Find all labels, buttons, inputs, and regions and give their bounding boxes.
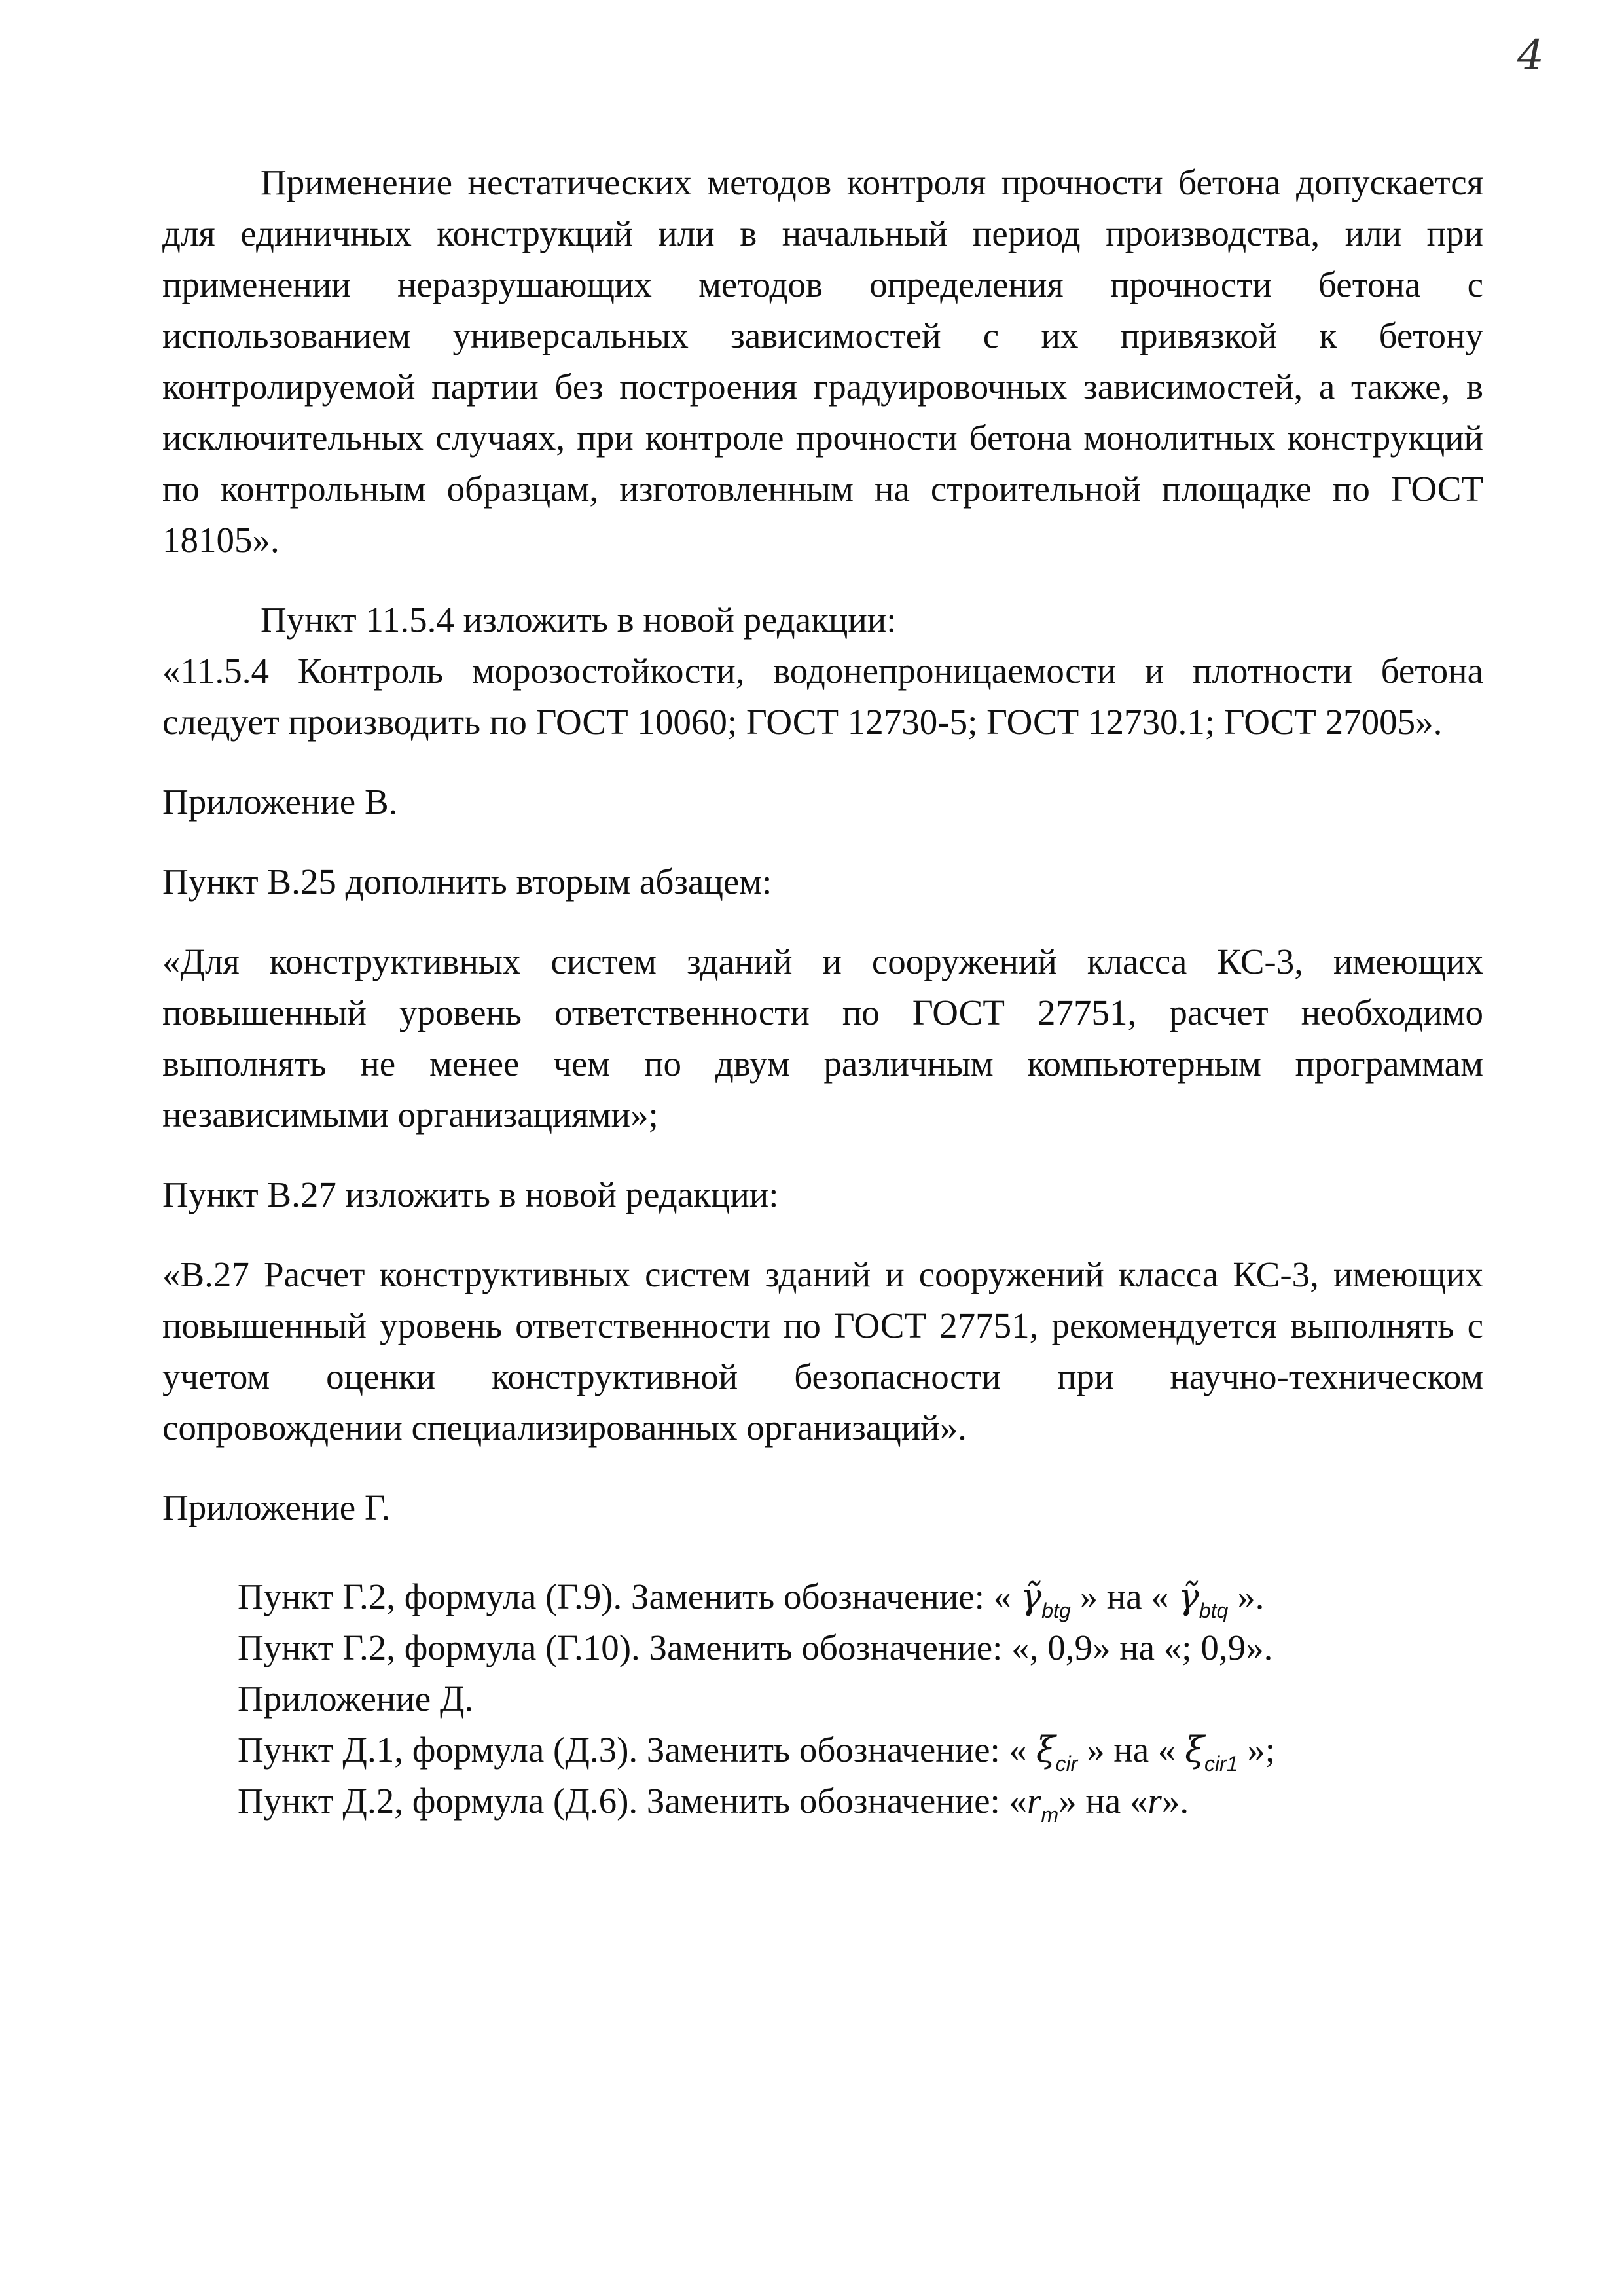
document-body [162,157,1483,1827]
r-m-symbol: $r_m$ [1027,1781,1059,1827]
formula-d6-prefix: Пункт Д.2, формула (Д.6). Заменить обозначение: « [238,1781,1028,1821]
xi-cir1-symbol: $\xi_{cir1}$ [1185,1729,1238,1776]
formula-g9-prefix: Пункт Г.2, формула (Г.9). Заменить обозначение: « [238,1576,1020,1616]
r-symbol: r [1147,1781,1162,1821]
appendix-g-heading: Приложение Г. [162,1487,391,1527]
appendix-d-heading: Приложение Д. [238,1679,474,1719]
xi-cir-symbol: $\xi_{cir}$ [1036,1729,1078,1776]
formula-d3-line [162,1724,1483,1776]
gamma-btq-symbol: $\gammã_{btq}$ [1178,1576,1229,1622]
formula-g9-line [162,1571,1483,1622]
formula-d3-prefix: Пункт Д.1, формула (Д.3). Заменить обозначение: « [238,1730,1036,1770]
gamma-btg-symbol: $\gammã_{btg}$ [1020,1576,1071,1622]
paragraph-nonstatic-methods: Применение нестатических методов контроля прочности бетона допускается для единичных конструкций или в начальный период производства, или при применении неразрушающих методов определения прочности бетона с использованием универсальных зависимостей с их привязкой к бетону контролируемой партии без построения градуировочных зависимостей, а также, в исключительных случаях, при контроле прочности бетона монолитных конструкций по контрольным образцам, изготовленным на строительной площадке по ГОСТ 18105». [162,162,1483,560]
paragraph-v27-body: «В.27 Расчет конструктивных систем зданий и сооружений класса КС-3, имеющих повышенный уровень ответственности по ГОСТ 27751, рекомендуется выполнять с учетом оценки конструктивной безопасности при научно-техническом сопровождении специализированных организаций». [162,1254,1483,1448]
formula-g9-middle: » на « [1070,1576,1178,1616]
appendix-v-heading: Приложение В. [162,782,398,822]
page-number: 4 [1517,31,1544,80]
formula-g10-line: Пункт Г.2, формула (Г.10). Заменить обозначение: «, 0,9» на «; 0,9». [238,1628,1273,1667]
formula-d6-suffix: ». [1161,1781,1189,1821]
formula-d6-line [162,1776,1483,1827]
paragraph-11-5-4-body: «11.5.4 Контроль морозостойкости, водонепроницаемости и плотности бетона следует производить по ГОСТ 10060; ГОСТ 12730-5; ГОСТ 12730.1; ГОСТ 27005». [162,651,1483,742]
paragraph-v25-body: «Для конструктивных систем зданий и сооружений класса КС-3, имеющих повышенный уровень ответственности по ГОСТ 27751, расчет необходимо выполнять не менее чем по двум различным компьютерным программам независимыми организациями»; [162,941,1483,1135]
paragraph-v27-heading: Пункт В.27 изложить в новой редакции: [162,1175,779,1214]
formula-d3-middle: » на « [1077,1730,1185,1770]
formula-g9-suffix: ». [1228,1576,1265,1616]
paragraph-v25-heading: Пункт В.25 дополнить вторым абзацем: [162,862,772,902]
formula-d3-suffix: »; [1238,1730,1276,1770]
paragraph-11-5-4-heading: Пункт 11.5.4 изложить в новой редакции: [261,600,897,640]
formula-d6-middle: » на « [1058,1781,1148,1821]
